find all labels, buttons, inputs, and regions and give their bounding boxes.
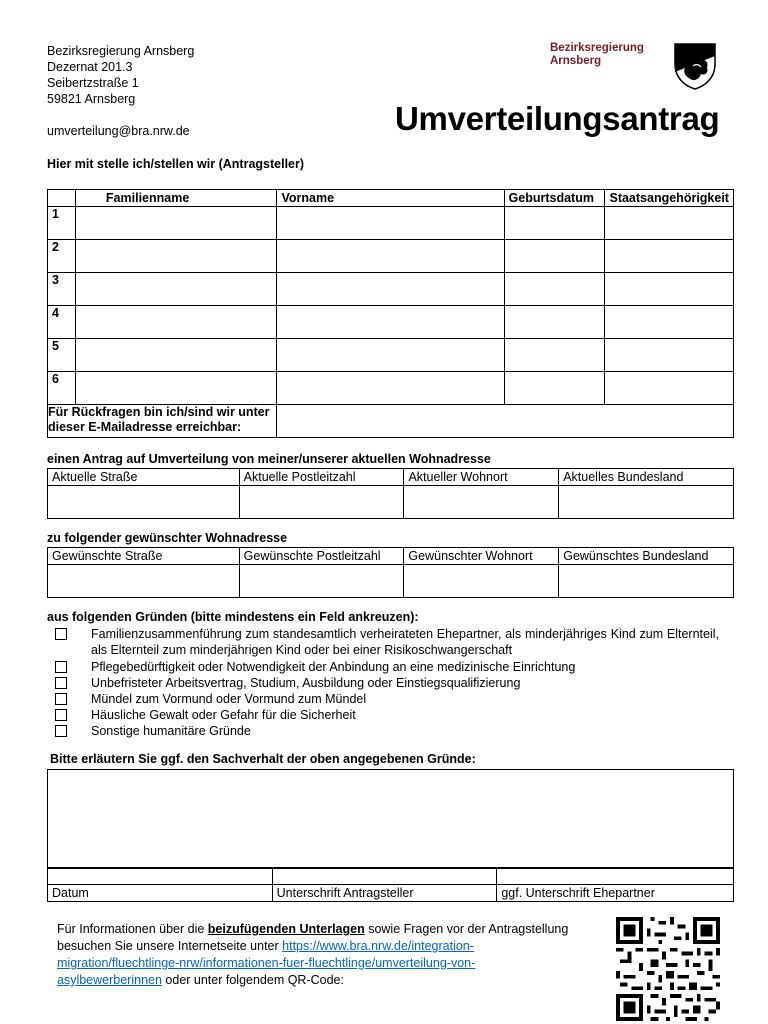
current-state-field[interactable] xyxy=(559,486,734,519)
sender-line: Bezirksregierung Arnsberg xyxy=(47,44,195,58)
signature-table xyxy=(47,867,734,902)
row-number: 5 xyxy=(48,339,76,372)
header-familienname: Familienname xyxy=(75,190,277,207)
desired-address-heading: zu folgender gewünschter Wohnadresse xyxy=(47,531,288,545)
footer-text: besuchen Sie unsere Internetseite unter xyxy=(57,939,283,953)
applicant-signature-field[interactable] xyxy=(272,868,497,885)
desired-zip-field[interactable] xyxy=(239,565,404,598)
row-number: 6 xyxy=(48,372,76,405)
header-aktueller-wohnort: Aktueller Wohnort xyxy=(404,469,559,486)
reason-label: Familienzusammenführung zum standesamtlich verheirateten Ehepartner, als minderjähriges Kind zum Elternteil, als Elternteil zum minderjährigen Kind oder bei einer Risikoschwangerschaft xyxy=(91,627,719,657)
current-address-table xyxy=(47,468,734,519)
table-row xyxy=(48,207,734,240)
staatsangehoerigkeit-field[interactable] xyxy=(605,339,734,372)
staatsangehoerigkeit-field[interactable] xyxy=(605,306,734,339)
reason-label: Pflegebedürftigkeit oder Notwendigkeit der Anbindung an eine medizinische Einrichtung xyxy=(91,660,576,674)
geburtsdatum-field[interactable] xyxy=(504,372,605,405)
table-header-row xyxy=(48,548,734,565)
footer-info xyxy=(57,921,597,989)
contact-email-field[interactable] xyxy=(277,405,734,438)
desired-address-table xyxy=(47,547,734,598)
reason-label: Sonstige humanitäre Gründe xyxy=(91,724,251,738)
reason-checkbox[interactable] xyxy=(55,677,67,689)
footer-text: oder unter folgendem QR-Code: xyxy=(161,973,344,987)
geburtsdatum-field[interactable] xyxy=(504,240,605,273)
reason-checkbox[interactable] xyxy=(55,709,67,721)
reason-label: Häusliche Gewalt oder Gefahr für die Sicherheit xyxy=(91,708,356,722)
crest-icon xyxy=(671,42,719,90)
page-title: Umverteilungsantrag xyxy=(395,100,720,137)
intro-text: Hier mit stelle ich/stellen wir (Antragsteller) xyxy=(47,157,305,171)
table-row xyxy=(48,565,734,598)
website-link-cont[interactable]: migration/fluechtlinge-nrw/informationen-fuer-fluechtlinge/umverteilung-von- xyxy=(57,956,476,970)
reason-checkbox[interactable] xyxy=(55,693,67,705)
table-row xyxy=(48,486,734,519)
website-link-end[interactable]: asylbewerberinnen xyxy=(57,973,162,987)
header-aktuelles-bundesland: Aktuelles Bundesland xyxy=(559,469,734,486)
current-zip-field[interactable] xyxy=(239,486,404,519)
sender-email: umverteilung@bra.nrw.de xyxy=(47,124,190,138)
header-aktuelle-plz: Aktuelle Postleitzahl xyxy=(239,469,404,486)
table-header-row xyxy=(48,190,734,207)
brand-logo-text xyxy=(550,42,644,68)
staatsangehoerigkeit-field[interactable] xyxy=(605,273,734,306)
vorname-field[interactable] xyxy=(277,273,504,306)
contact-label-line-1: Für Rückfragen bin ich/sind wir unter xyxy=(48,405,270,419)
familienname-field[interactable] xyxy=(75,372,277,405)
vorname-field[interactable] xyxy=(277,207,504,240)
header-gewuenschte-strasse: Gewünschte Straße xyxy=(48,548,240,565)
current-street-field[interactable] xyxy=(48,486,240,519)
table-row xyxy=(48,372,734,405)
familienname-field[interactable] xyxy=(75,207,277,240)
familienname-field[interactable] xyxy=(75,306,277,339)
reason-checkbox[interactable] xyxy=(55,661,67,673)
vorname-field[interactable] xyxy=(277,306,504,339)
footer-text: sowie Fragen vor der Antragstellung xyxy=(364,922,569,936)
reason-checkbox[interactable] xyxy=(55,628,67,640)
staatsangehoerigkeit-field[interactable] xyxy=(605,207,734,240)
header-staatsangehoerigkeit: Staatsangehörigkeit xyxy=(605,190,734,207)
explanation-textarea[interactable] xyxy=(47,769,734,869)
header-gewuenschte-plz: Gewünschte Postleitzahl xyxy=(239,548,404,565)
current-address-heading: einen Antrag auf Umverteilung von meiner/unserer aktuellen Wohnadresse xyxy=(47,452,491,466)
familienname-field[interactable] xyxy=(75,339,277,372)
header-vorname: Vorname xyxy=(277,190,504,207)
explain-heading: Bitte erläutern Sie ggf. den Sachverhalt der oben angegebenen Gründe: xyxy=(50,752,476,766)
desired-street-field[interactable] xyxy=(48,565,240,598)
geburtsdatum-field[interactable] xyxy=(504,273,605,306)
reason-checkbox[interactable] xyxy=(55,725,67,737)
row-number: 3 xyxy=(48,273,76,306)
sender-line: Seibertzstraße 1 xyxy=(47,76,139,90)
footer-text: Für Informationen über die xyxy=(57,922,208,936)
applicant-signature-label: Unterschrift Antragsteller xyxy=(272,885,497,902)
spouse-signature-field[interactable] xyxy=(497,868,734,885)
row-number: 1 xyxy=(48,207,76,240)
reason-label: Mündel zum Vormund oder Vormund zum Mündel xyxy=(91,692,367,706)
table-row xyxy=(48,273,734,306)
brand-line-2: Arnsberg xyxy=(550,55,602,67)
row-number: 4 xyxy=(48,306,76,339)
table-row xyxy=(48,306,734,339)
row-number: 2 xyxy=(48,240,76,273)
contact-email-label xyxy=(48,405,277,438)
vorname-field[interactable] xyxy=(277,240,504,273)
familienname-field[interactable] xyxy=(75,240,277,273)
vorname-field[interactable] xyxy=(277,339,504,372)
desired-city-field[interactable] xyxy=(404,565,559,598)
header-number xyxy=(48,190,76,207)
sender-line: 59821 Arnsberg xyxy=(47,92,136,106)
familienname-field[interactable] xyxy=(75,273,277,306)
sender-address xyxy=(47,43,194,139)
desired-state-field[interactable] xyxy=(559,565,734,598)
header-aktuelle-strasse: Aktuelle Straße xyxy=(48,469,240,486)
reasons-heading: aus folgenden Gründen (bitte mindestens ein Feld ankreuzen): xyxy=(47,610,419,624)
documents-link[interactable]: beizufügenden Unterlagen xyxy=(207,922,365,936)
sender-line: Dezernat 201.3 xyxy=(47,60,133,74)
brand-line-1: Bezirksregierung xyxy=(550,42,644,54)
spouse-signature-label: ggf. Unterschrift Ehepartner xyxy=(497,885,734,902)
geburtsdatum-field[interactable] xyxy=(504,306,605,339)
contact-label-line-2: dieser E-Mailadresse erreichbar: xyxy=(48,420,242,434)
table-header-row xyxy=(48,469,734,486)
vorname-field[interactable] xyxy=(277,372,504,405)
date-label: Datum xyxy=(48,885,273,902)
table-row xyxy=(48,339,734,372)
header-gewuenschtes-bundesland: Gewünschtes Bundesland xyxy=(559,548,734,565)
header-geburtsdatum: Geburtsdatum xyxy=(504,190,605,207)
qr-code-icon xyxy=(614,917,722,1021)
geburtsdatum-field[interactable] xyxy=(504,207,605,240)
date-field[interactable] xyxy=(48,868,273,885)
reason-label: Unbefristeter Arbeitsvertrag, Studium, Ausbildung oder Einstiegsqualifizierung xyxy=(91,676,521,690)
staatsangehoerigkeit-field[interactable] xyxy=(605,372,734,405)
applicants-table xyxy=(47,189,734,438)
staatsangehoerigkeit-field[interactable] xyxy=(605,240,734,273)
current-city-field[interactable] xyxy=(404,486,559,519)
table-row xyxy=(48,240,734,273)
header-gewuenschter-wohnort: Gewünschter Wohnort xyxy=(404,548,559,565)
contact-email-row xyxy=(48,405,734,438)
geburtsdatum-field[interactable] xyxy=(504,339,605,372)
website-link[interactable]: https://www.bra.nrw.de/integration- xyxy=(282,939,474,953)
